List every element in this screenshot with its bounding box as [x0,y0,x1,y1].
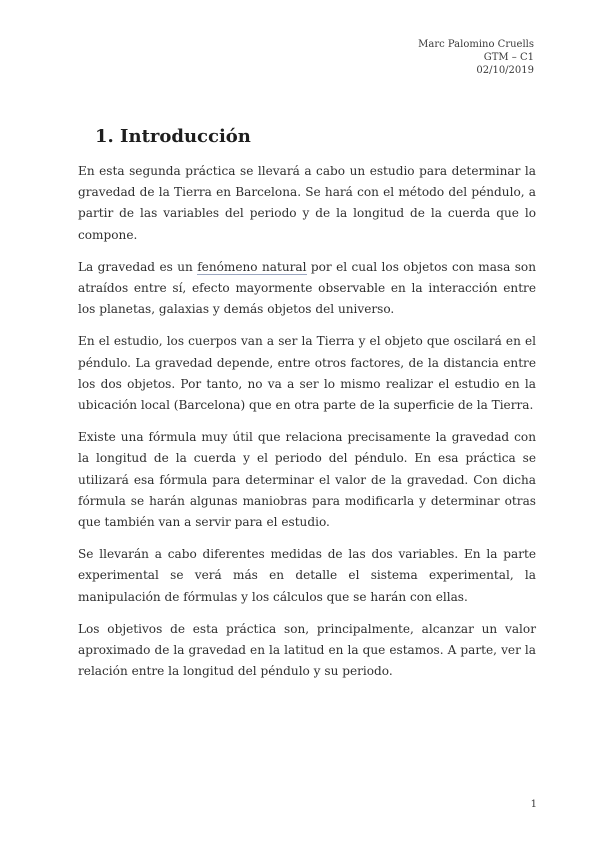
header-author: Marc Palomino Cruells [418,39,534,50]
paragraph-6: Los objetivos de esta práctica son, principalmente, alcanzar un valor aproximado de la gravedad en la latitud en la que estamos. A parte, ver la relación entre la longitud del péndulo y su periodo. [78,621,536,679]
paragraph-2-start: La gravedad es un [78,259,198,274]
paragraph-3: En el estudio, los cuerpos van a ser la Tierra y el objeto que oscilará en el péndulo. La gravedad depende, entre otros factores, de la distancia entre los dos objetos. Por tanto, no va a ser lo mismo realizar el estudio en la ubicación local (Barcelona) que en otra parte de la superficie de la Tierra. [78,334,536,413]
paragraph-4: Existe una fórmula muy útil que relaciona precisamente la gravedad con la longitud de la cuerda y el periodo del péndulo. En esa práctica se utilizará esa fórmula para determinar el valor de la gravedad. Con dicha fórmula se harán algunas maniobras para modificarla y determinar otras que también van a servir para el estudio. [78,430,536,530]
header-date: 02/10/2019 [476,65,534,76]
paragraph-5: Se llevarán a cabo diferentes medidas de las dos variables. En la parte experimental se verá más en detalle el sistema experimental, la manipulación de fórmulas y los cálculos que se harán con ellas. [78,547,536,604]
paragraph-2-end: por el cual los objetos con masa son atraídos entre sí, efecto mayormente observable en la interacción entre los planetas, galaxias y demás objetos del universo. [78,259,536,317]
page-header [418,38,534,77]
paragraph-2 [78,257,536,321]
header-course: GTM – C1 [483,52,534,63]
section-body [78,161,536,693]
fenomeno-natural-link[interactable]: fenómeno natural [197,259,307,274]
section-title: 1. Introducción [95,126,251,147]
paragraph-1: En esta segunda práctica se llevará a cabo un estudio para determinar la gravedad de la Tierra en Barcelona. Se hará con el método del péndulo, a partir de las variables del periodo y de la longitud de la cuerda que lo compone. [78,164,536,242]
page-number: 1 [530,799,537,810]
